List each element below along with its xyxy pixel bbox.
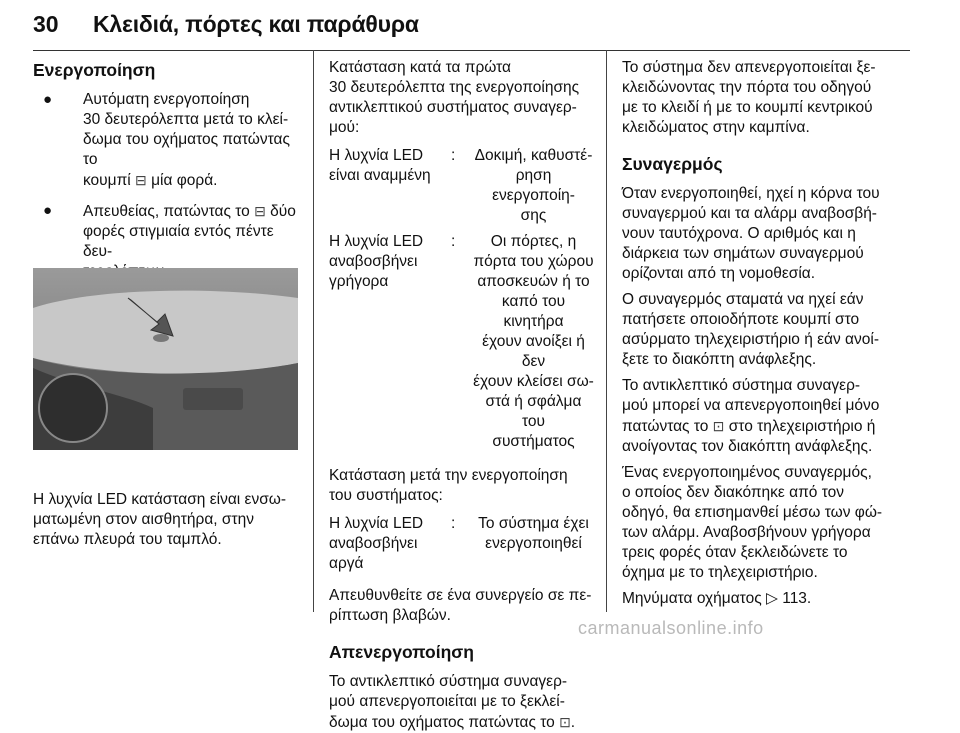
- status-intro: Κατάσταση κατά τα πρώτα 30 δευτερόλεπτα της ενεργοποίησης αντικλεπτικού συστήματος συναγερ- μού:: [329, 59, 580, 136]
- paragraph: Ο συναγερμός σταματά να ηχεί εάν πατήσετε οποιοδήποτε κουμπί στο ασύρματο τηλεχειριστήριο ή εάν ανοί- ξετε το διακόπτη ανάφλεξης.: [622, 291, 879, 368]
- fault-note: Απευθυνθείτε σε ένα συνεργείο σε πε- ρίπτωση βλαβών.: [329, 587, 592, 624]
- section-heading-alarm: Συναγερμός: [622, 154, 723, 174]
- column-divider: [313, 50, 314, 612]
- unlock-icon: ⊡: [559, 714, 571, 730]
- paragraph: Το σύστημα δεν απενεργοποιείται ξε- κλειδώνοντας την πόρτα του οδηγού με το κλειδί ή με το κουμπί κεντρικού κλειδώματος στην καμπίνα.: [622, 59, 876, 136]
- watermark: carmanualsonline.info: [578, 618, 764, 638]
- header-rule: [33, 50, 910, 51]
- page-title: Κλειδιά, πόρτες και παράθυρα: [93, 11, 419, 37]
- paragraph: Όταν ενεργοποιηθεί, ηχεί η κόρνα του συναγερμού και τα αλάρμ αναβοσβή- νουν ταυτόχρονα. Ο αριθμός και η διάρκεια των σημάτων συναγερμού ορίζονται από τη νομοθεσία.: [622, 185, 880, 282]
- status-row: Η λυχνία LED αναβοσβήνει αργά : Το σύστημα έχει ενεργοποιηθεί: [329, 515, 589, 572]
- column-left: [33, 58, 303, 548]
- status-after: Κατάσταση μετά την ενεργοποίηση του συστήματος:: [329, 467, 568, 504]
- list-item: ● Αυτόματη ενεργοποίηση 30 δευτερόλεπτα μετά το κλεί- δωμα του οχήματος πατώντας το κουμπί ⊟ μία φορά.: [43, 91, 290, 189]
- section-heading-activation: Ενεργοποίηση: [33, 60, 156, 80]
- status-row: Η λυχνία LED αναβοσβήνει γρήγορα : Οι πόρτες, η πόρτα του χώρου αποσκευών ή το καπό του κινητήρα έχουν ανοίξει ή δεν έχουν κλείσει σω- στά ή σφάλμα του συστήματος: [329, 233, 594, 450]
- page-footer: [0, 612, 960, 642]
- column-right: [622, 58, 912, 609]
- column-divider: [606, 50, 607, 612]
- cross-reference[interactable]: Μηνύματα οχήματος ▷ 113.: [622, 590, 812, 607]
- status-row: Η λυχνία LED είναι αναμμένη : Δοκιμή, καθυστέ- ρηση ενεργοποίη- σης: [329, 147, 593, 224]
- list-item: ● Απευθείας, πατώντας το ⊟ δύο φορές στιγμιαία εντός πέντε δευ-: [43, 202, 296, 260]
- deactivation-text: Το αντικλεπτικό σύστημα συναγερ- μού απενεργοποιείται με το ξεκλεί- δωμα του οχήματος πατώντας το ⊡.: [329, 673, 576, 731]
- image-caption: Η λυχνία LED κατάσταση είναι ενσω- ματωμένη στον αισθητήρα, στην επάνω πλευρά του ταμπλό.: [33, 491, 287, 548]
- page-number: 30: [33, 11, 59, 37]
- unlock-icon: ⊡: [712, 418, 725, 434]
- arrow-reference-icon: ▷: [765, 590, 778, 607]
- paragraph: Ένας ενεργοποιημένος συναγερμός, ο οποίος δεν διακόπηκε από τον οδηγό, θα επισημανθεί μέσω των φώ- των αλάρμ. Αναβοσβήνουν γρήγορα τρεις φορές όταν ξεκλειδώνετε το όχημα με το τηλεχειριστήριο.: [622, 464, 883, 581]
- bullet-icon: ●: [43, 91, 53, 108]
- dashboard-sensor-image: [33, 268, 298, 450]
- lock-icon: ⊟: [254, 203, 266, 219]
- paragraph: Το αντικλεπτικό σύστημα συναγερ- μού μπορεί να απενεργοποιηθεί μόνο πατώντας το ⊡ στο τηλεχειριστήριο ή ανοίγοντας τον διακόπτη ανάφλεξης.: [622, 377, 880, 455]
- page-header: [33, 2, 945, 54]
- bullet-icon: ●: [43, 202, 53, 219]
- section-heading-deactivation: Απενεργοποίηση: [329, 642, 474, 662]
- lock-icon: ⊟: [135, 172, 147, 188]
